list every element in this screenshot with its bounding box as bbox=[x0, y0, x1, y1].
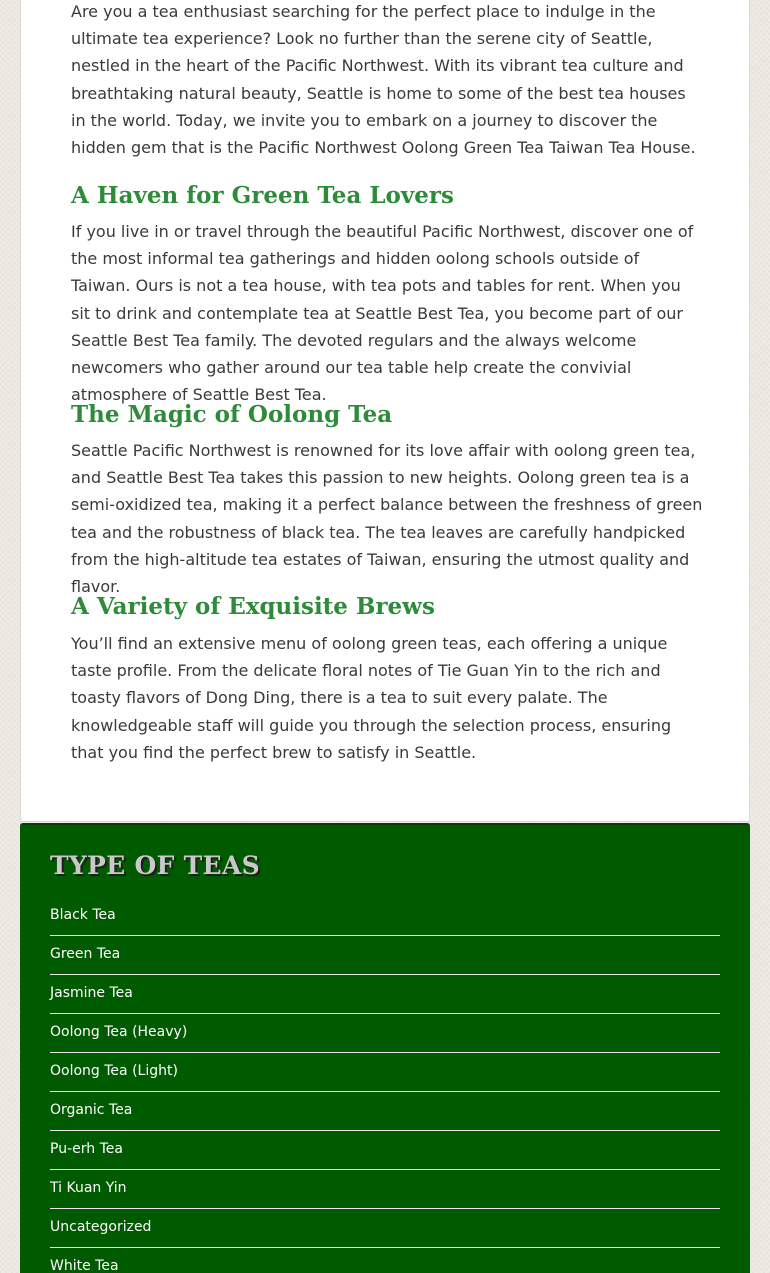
section-paragraph-variety: You’ll find an extensive menu of oolong green teas, each offering a unique taste profile. From the delicate floral notes of Tie Guan Yin to the rich and toasty flavors of Dong Ding, there is a tea to suit every palate. The knowledgeable staff will guide you through the selection process, ensuring that you find the perfect brew to satisfy in Seattle. bbox=[71, 634, 672, 762]
list-item bbox=[50, 936, 720, 975]
list-item bbox=[50, 1092, 720, 1131]
category-list bbox=[50, 897, 720, 1273]
list-item bbox=[50, 1248, 720, 1273]
article-card bbox=[20, 0, 750, 822]
list-item bbox=[50, 1209, 720, 1248]
list-item bbox=[50, 897, 720, 936]
category-link-black-tea[interactable]: Black Tea bbox=[50, 907, 116, 923]
list-item bbox=[50, 1170, 720, 1209]
list-item bbox=[50, 975, 720, 1014]
category-link-oolong-heavy[interactable]: Oolong Tea (Heavy) bbox=[50, 1024, 188, 1040]
category-link-green-tea[interactable]: Green Tea bbox=[50, 946, 121, 962]
section-paragraph-haven: If you live in or travel through the beautiful Pacific Northwest, discover one of the most informal tea gatherings and hidden oolong schools outside of Taiwan. Ours is not a tea house, with tea pots and tables for rent. When you sit to drink and contemplate tea at Seattle Best Tea, you become part of our Seattle Best Tea family. The devoted regulars and the always welcome newcomers who gather around our tea table help create the convivial atmosphere of Seattle Best Tea. bbox=[71, 222, 694, 405]
category-link-pu-erh-tea[interactable]: Pu-erh Tea bbox=[50, 1141, 123, 1157]
list-item bbox=[50, 1131, 720, 1170]
section-heading-haven: A Haven for Green Tea Lovers bbox=[71, 182, 454, 209]
category-link-uncategorized[interactable]: Uncategorized bbox=[50, 1219, 152, 1235]
category-link-white-tea[interactable]: White Tea bbox=[50, 1258, 119, 1273]
section-heading-variety: A Variety of Exquisite Brews bbox=[71, 593, 435, 620]
category-link-ti-kuan-yin[interactable]: Ti Kuan Yin bbox=[50, 1180, 127, 1196]
section-paragraph-magic: Seattle Pacific Northwest is renowned for its love affair with oolong green tea, and Seattle Best Tea takes this passion to new heights. Oolong green tea is a semi-oxidized tea, making it a perfect balance between the freshness of green tea and the robustness of black tea. The tea leaves are carefully handpicked from the high-altitude tea estates of Taiwan, ensuring the utmost quality and flavor. bbox=[71, 441, 703, 597]
tea-types-widget bbox=[20, 823, 750, 1273]
intro-paragraph: Are you a tea enthusiast searching for the perfect place to indulge in the ultimate tea experience? Look no further than the serene city of Seattle, nestled in the heart of the Pacific Northwest. With its vibrant tea culture and breathtaking natural beauty, Seattle is home to some of the best tea houses in the world. Today, we invite you to embark on a journey to discover the hidden gem that is the Pacific Northwest Oolong Green Tea Taiwan Tea House. bbox=[71, 2, 696, 158]
category-link-organic-tea[interactable]: Organic Tea bbox=[50, 1102, 133, 1118]
list-item bbox=[50, 1014, 720, 1053]
category-link-jasmine-tea[interactable]: Jasmine Tea bbox=[50, 985, 133, 1001]
category-link-oolong-light[interactable]: Oolong Tea (Light) bbox=[50, 1063, 178, 1079]
list-item bbox=[50, 1053, 720, 1092]
section-heading-magic: The Magic of Oolong Tea bbox=[71, 401, 393, 428]
widget-title: TYPE OF TEAS bbox=[50, 851, 260, 880]
